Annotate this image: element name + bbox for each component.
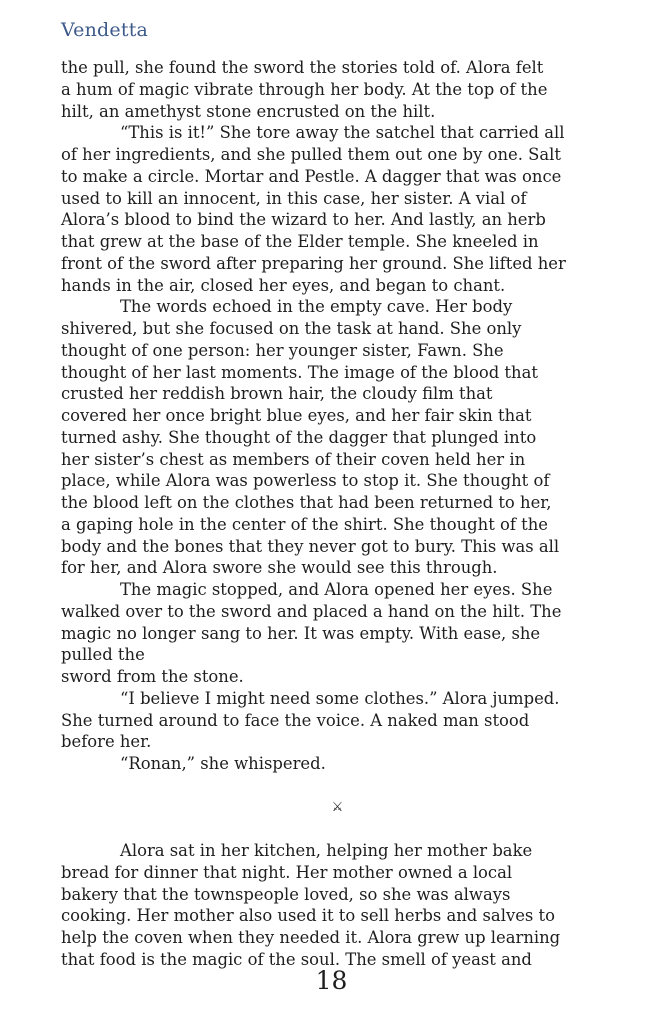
blank-line	[61, 775, 606, 797]
text-line: pulled the	[61, 645, 145, 665]
text-line: bread for dinner that night. Her mother owned a local	[61, 862, 513, 882]
text-block-after-break	[61, 840, 606, 971]
text-line: a gaping hole in the center of the shirt. She thought of the	[61, 514, 548, 534]
text-line: hilt, an amethyst stone encrusted on the hilt.	[61, 101, 436, 121]
text-line: Alora sat in her kitchen, helping her mother bake	[120, 841, 533, 860]
text-line: bakery that the townspeople loved, so she was always	[61, 884, 511, 904]
text-line: hands in the air, closed her eyes, and began to chant.	[61, 275, 506, 295]
text-line: body and the bones that they never got to bury. This was all	[61, 536, 560, 556]
page-number: 18	[315, 966, 348, 995]
body-text	[61, 57, 606, 971]
text-line: She turned around to face the voice. A naked man stood	[61, 710, 530, 730]
text-line: before her.	[61, 732, 152, 752]
text-line: that food is the magic of the soul. The smell of yeast and	[61, 949, 532, 969]
text-line: used to kill an innocent, in this case, her sister. A vial of	[61, 188, 527, 208]
text-line: thought of her last moments. The image of the blood that	[61, 362, 538, 382]
text-line: a hum of magic vibrate through her body. At the top of the	[61, 79, 548, 99]
text-block-before-break	[61, 57, 606, 775]
text-line: to make a circle. Mortar and Pestle. A dagger that was once	[61, 166, 562, 186]
text-line: turned ashy. She thought of the dagger that plunged into	[61, 427, 537, 447]
text-line: front of the sword after preparing her ground. She lifted her	[61, 253, 566, 273]
text-line: that grew at the base of the Elder temple. She kneeled in	[61, 232, 539, 251]
text-line: The words echoed in the empty cave. Her body	[120, 297, 513, 317]
text-line: cooking. Her mother also used it to sell herbs and salves to	[61, 906, 555, 926]
running-head-title: Vendetta	[61, 19, 149, 41]
text-line: covered her once bright blue eyes, and her fair skin that	[61, 406, 532, 425]
text-line: place, while Alora was powerless to stop it. She thought of	[61, 471, 550, 491]
text-line: sword from the stone.	[61, 667, 244, 686]
text-line: for her, and Alora swore she would see this through.	[61, 558, 498, 578]
blank-line	[61, 818, 606, 840]
text-line: The magic stopped, and Alora opened her eyes. She	[120, 580, 553, 599]
text-line: the blood left on the clothes that had been returned to her,	[61, 493, 552, 512]
text-line: “I believe I might need some clothes.” Alora jumped.	[120, 688, 560, 708]
text-line: Alora’s blood to bind the wizard to her. And lastly, an herb	[61, 210, 546, 230]
text-line: “This is it!” She tore away the satchel that carried all	[120, 123, 565, 143]
text-line: “Ronan,” she whispered.	[120, 754, 326, 773]
text-line: shivered, but she focused on the task at hand. She only	[61, 319, 522, 338]
text-line: crusted her reddish brown hair, the cloudy film that	[61, 384, 493, 404]
text-line: thought of one person: her younger sister, Fawn. She	[61, 340, 504, 360]
scene-break-icon: ⚔	[331, 799, 344, 815]
text-line: walked over to the sword and placed a hand on the hilt. The	[61, 601, 562, 621]
text-line: of her ingredients, and she pulled them out one by one. Salt	[61, 145, 562, 164]
text-line: the pull, she found the sword the stories told of. Alora felt	[61, 58, 544, 77]
text-line: magic no longer sang to her. It was empty. With ease, she	[61, 623, 541, 643]
text-line: help the coven when they needed it. Alora grew up learning	[61, 928, 561, 947]
text-line: her sister’s chest as members of their coven held her in	[61, 449, 526, 469]
